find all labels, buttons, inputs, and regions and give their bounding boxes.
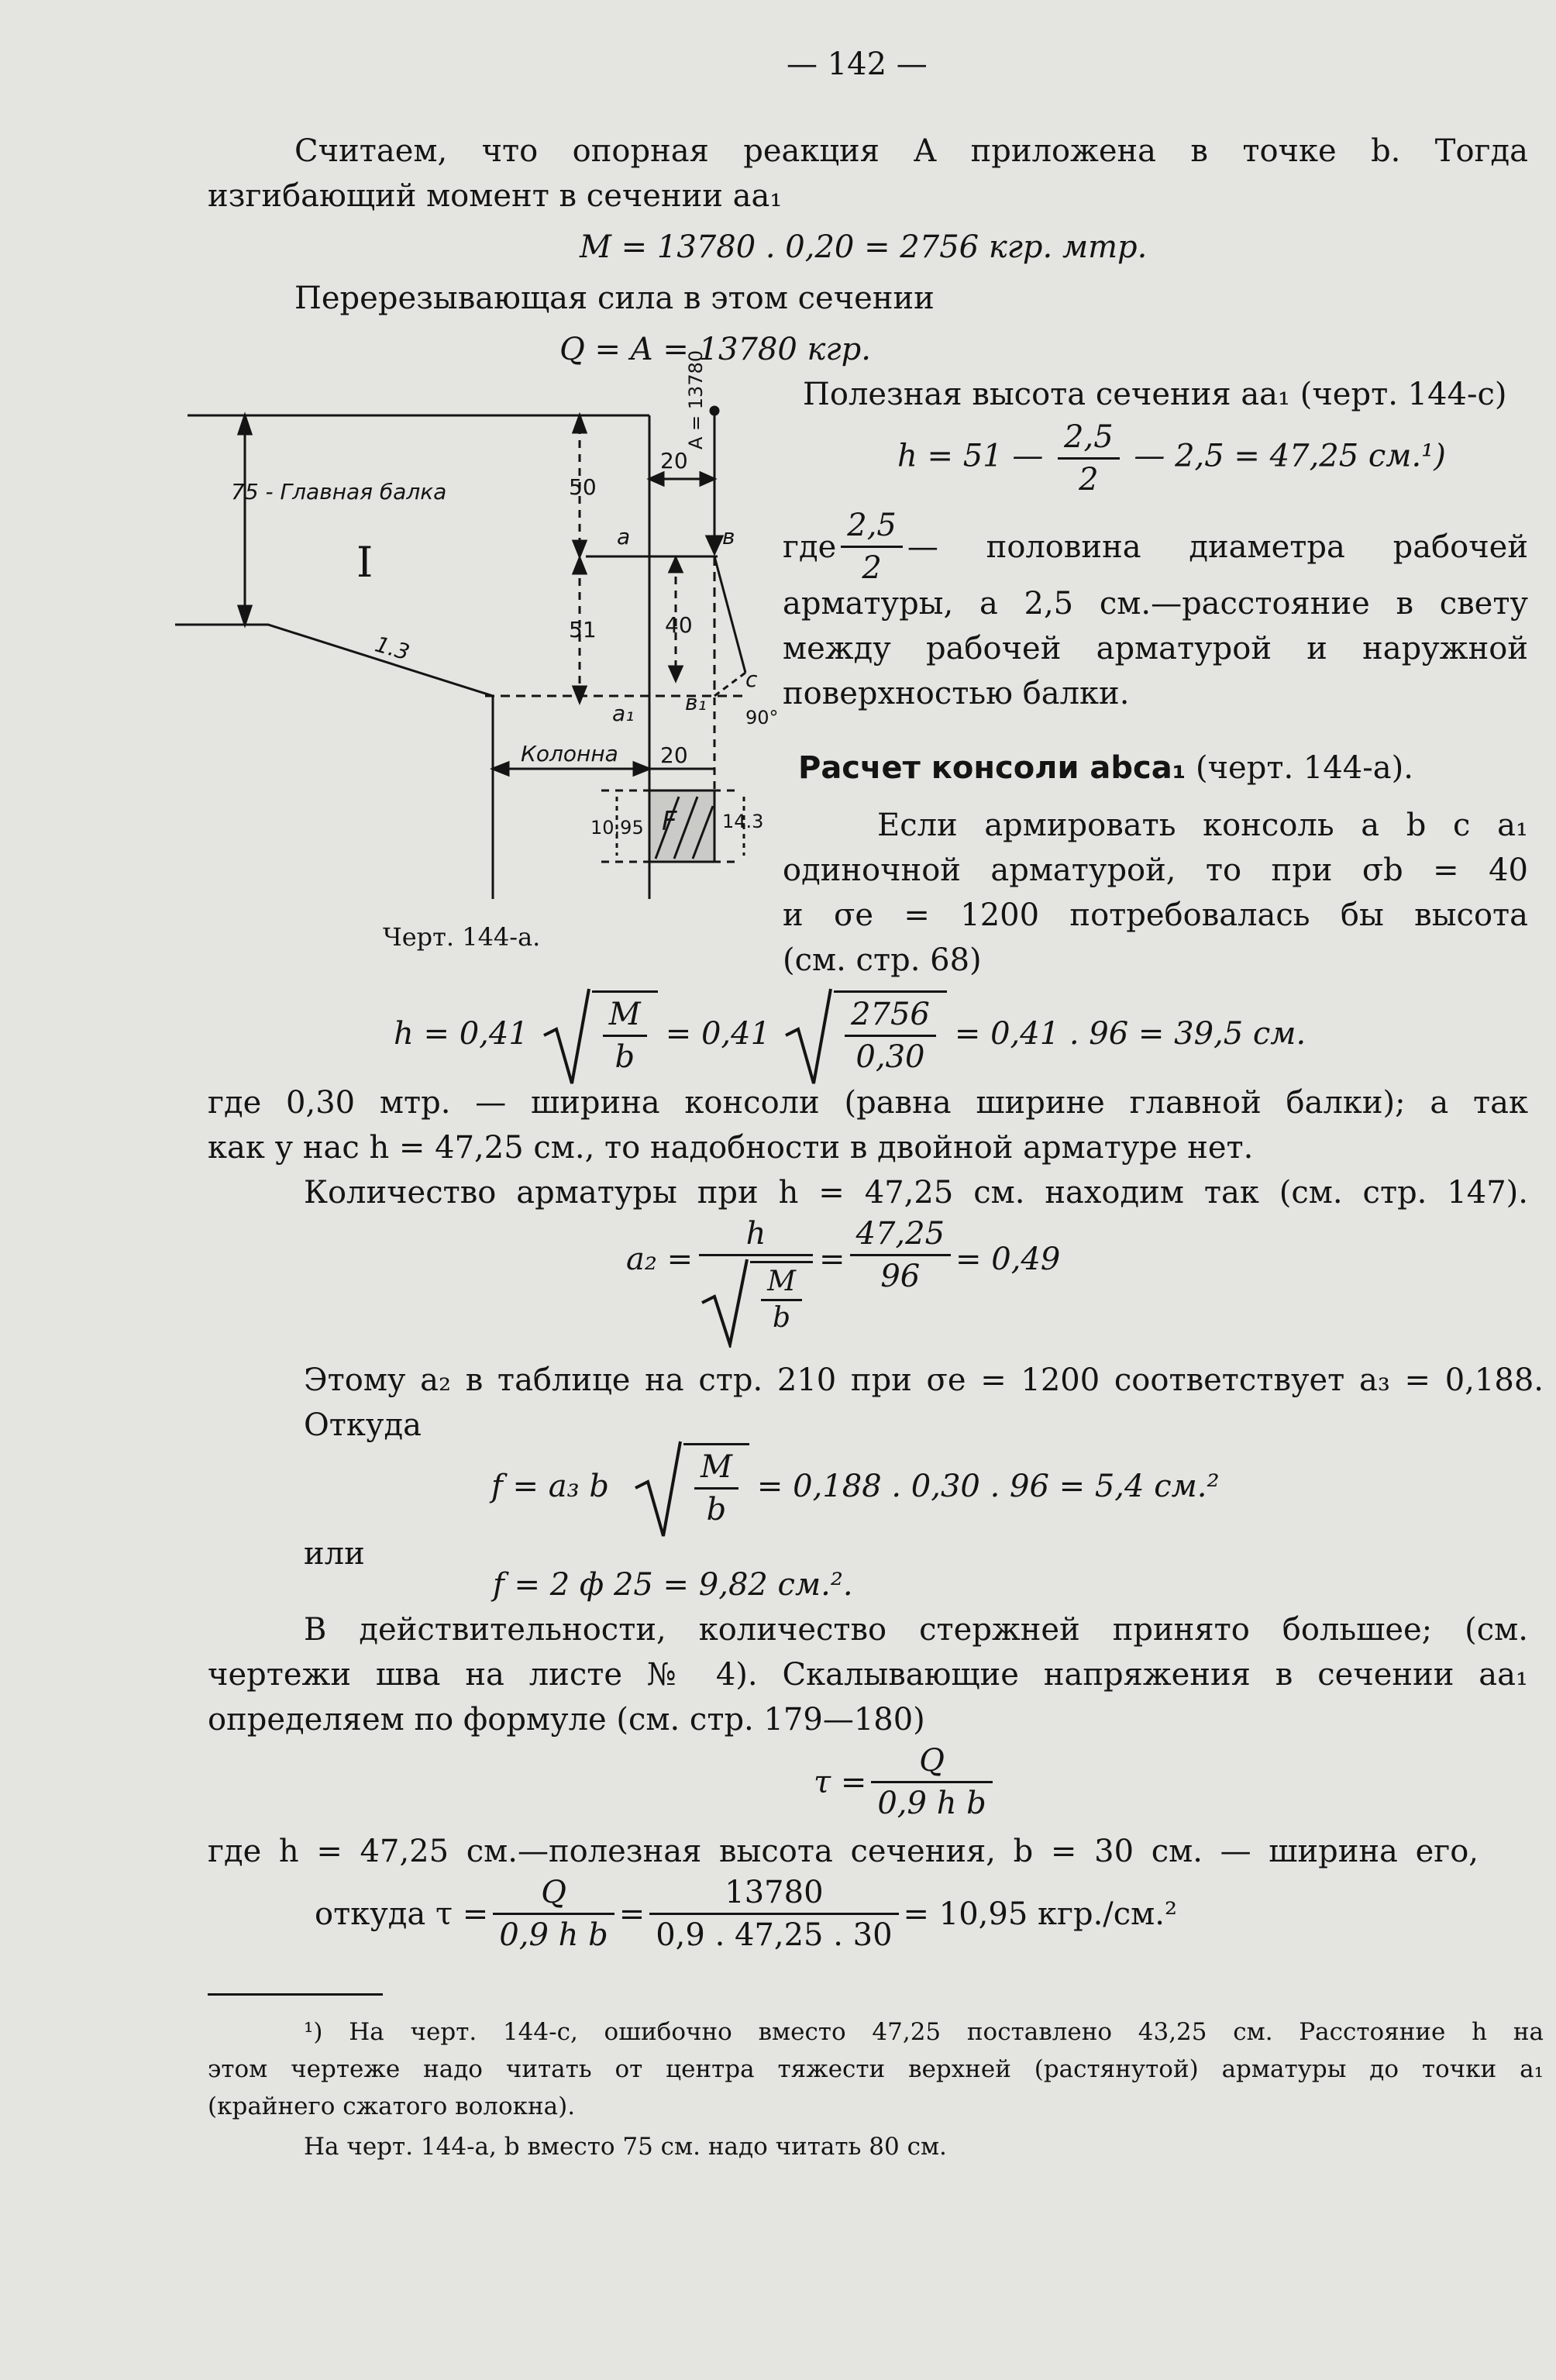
drawing-label-f: F — [662, 806, 677, 837]
paragraph-line: одиночной арматурой, то при σb = 40 — [783, 852, 1528, 888]
radical — [783, 990, 947, 1077]
paragraph-line: чертежи шва на листе № 4). Скалывающие напряжения в сечении aa₁ — [208, 1657, 1528, 1693]
drawing-label-50: 50 — [569, 474, 597, 500]
paragraph-line: как у нас h = 47,25 см., то надобности в двойной арматуре нет. — [208, 1130, 1254, 1166]
fraction: $\frac{2756}{0,30}$ — [845, 994, 936, 1077]
drawing-label-c: c — [745, 666, 758, 692]
drawing-label-a1: a₁ — [612, 701, 635, 726]
paragraph-line: Если армировать консоль a b c a₁ — [877, 808, 1528, 843]
paragraph-line: определяем по формуле (см. стр. 179—180) — [208, 1702, 925, 1738]
fraction: $\frac{13780}{0,9 . 47,25 . 30}$ — [649, 1872, 898, 1955]
drawing-label-angle: 90° — [745, 707, 779, 728]
equation-tau-result: откуда τ = $\frac{Q}{\text{0,9 h b}}$ = $\frac{13780}{0,9 . 47,25 . 30}$ = 10,95 кгр./см.² — [315, 1872, 1177, 1955]
equation-f2: f = 2 ф 25 = 9,82 см.². — [493, 1567, 853, 1603]
drawing-label-40: 40 — [665, 612, 693, 638]
paragraph-line: В действительности, количество стержней принято большее; (см. — [304, 1612, 1528, 1648]
radical — [699, 1261, 813, 1335]
paragraph-line: между рабочей арматурой и наружной — [783, 631, 1528, 666]
equation-h-required: h = 0,41 $\frac{M}{b}$ = 0,41 $\frac{2756}{0,30}$ = 0,41 . 96 = 39,5 см. — [394, 990, 1306, 1077]
paragraph-line: Количество арматуры при h = 47,25 см. находим так (см. стр. 147). — [304, 1175, 1528, 1211]
paragraph-line: и σe = 1200 потребовалась бы высота — [783, 897, 1528, 933]
footnote-line: На черт. 144-а, b вместо 75 см. надо читать 80 см. — [304, 2133, 947, 2161]
fraction: $\frac{h}{\frac{M}{b}}$ — [699, 1214, 813, 1335]
drawing-label-roman: I — [356, 538, 374, 587]
equation-a2: a₂ = $\frac{h}{\frac{M}{b}}$ = $\frac{47,25}{96}$ = 0,49 — [626, 1214, 1060, 1335]
paragraph-line: где 0,30 мтр. — ширина консоли (равна ширине главной балки); а так — [208, 1085, 1528, 1121]
perpendicular-c — [714, 673, 745, 696]
paragraph-line: Этому a₂ в таблице на стр. 210 при σe = 1200 соответствует a₃ = 0,188. — [304, 1362, 1544, 1398]
paragraph-line: или — [304, 1536, 365, 1572]
drawing-label-b1: в₁ — [685, 690, 707, 715]
equation-useful-height: h = 51 — $\frac{2,5}{2}$ — 2,5 = 47,25 см.¹) — [897, 417, 1446, 500]
paragraph-line: изгибающий момент в сечении aa₁ — [208, 178, 783, 214]
drawing-caption: Черт. 144-а. — [383, 922, 541, 952]
footnote-line: ¹) На черт. 144-с, ошибочно вместо 47,25 поставлено 43,25 см. Расстояние h на — [304, 2018, 1544, 2046]
paragraph-line: арматуры, а 2,5 см.—расстояние в свету — [783, 586, 1528, 622]
fraction: $\frac{Q}{\text{0,9 h b}}$ — [493, 1872, 614, 1955]
paragraph-line: где h = 47,25 см.—полезная высота сечения, b = 30 см. — ширина его, — [208, 1834, 1479, 1869]
fraction: $\frac{M}{b}$ — [761, 1265, 802, 1335]
footnote-separator — [208, 1993, 383, 1996]
section-heading: Расчет консоли abca₁ (черт. 144-а). — [798, 750, 1413, 786]
consol-slope — [714, 556, 745, 673]
radical — [632, 1443, 749, 1530]
drawing-label-beam: 75 - Главная балка — [231, 479, 447, 505]
drawing-label-b: в — [722, 524, 735, 549]
footnote-line: этом чертеже надо читать от центра тяжести верхней (растянутой) арматуры до точки a₁ — [208, 2055, 1544, 2083]
drawing-label-20-bottom: 20 — [660, 742, 688, 768]
paragraph-line: (см. стр. 68) — [783, 942, 982, 978]
fraction: $\frac{2,5}{2}$ — [841, 505, 903, 588]
drawing-label-51: 51 — [569, 617, 597, 642]
paragraph-line: Перерезывающая сила в этом сечении — [294, 281, 935, 316]
paragraph-line: Считаем, что опорная реакция A приложена в точке b. Тогда — [294, 133, 1528, 169]
drawing-label-143: 14.3 — [722, 811, 764, 832]
footnote-line: (крайнего сжатого волокна). — [208, 2092, 576, 2120]
equation-f: f = a₃ b $\frac{M}{b}$ = 0,188 . 0,30 . 96 = 5,4 см.² — [491, 1443, 1220, 1530]
equation-moment: M = 13780 . 0,20 = 2756 кгр. мтр. — [580, 229, 1148, 265]
paragraph-line: поверхностью балки. — [783, 676, 1130, 711]
drawing-label-slope: 1.3 — [372, 631, 413, 666]
page-number: — 142 — — [787, 46, 928, 82]
fraction: $\frac{M}{b}$ — [694, 1447, 738, 1530]
fraction: $\frac{2,5}{2}$ — [1058, 417, 1120, 500]
haunch-line — [175, 625, 493, 696]
drawing-label-column: Колонна — [521, 741, 618, 766]
fraction: $\frac{M}{b}$ — [603, 994, 647, 1077]
paragraph-line: Откуда — [304, 1407, 422, 1443]
fraction: $\frac{47,25}{96}$ — [850, 1214, 952, 1297]
drawing-label-reaction: A = 13780 — [685, 350, 707, 449]
radical — [541, 990, 658, 1077]
drawing-label-20-top: 20 — [660, 448, 688, 474]
drawing-label-1095: 10.95 — [590, 817, 644, 839]
drawing-label-a: a — [617, 524, 631, 549]
fraction: $\frac{Q}{\text{0,9 h b}}$ — [871, 1741, 992, 1824]
equation-shear: Q = A = 13780 кгр. — [559, 332, 871, 367]
paragraph-line: где $\frac{2,5}{2}$ — половина диаметра рабочей — [783, 505, 1528, 588]
drawing-144a — [167, 387, 780, 976]
paragraph-line: Полезная высота сечения aa₁ (черт. 144-с) — [803, 377, 1507, 412]
equation-tau: τ = $\frac{Q}{\text{0,9 h b}}$ — [814, 1741, 997, 1824]
